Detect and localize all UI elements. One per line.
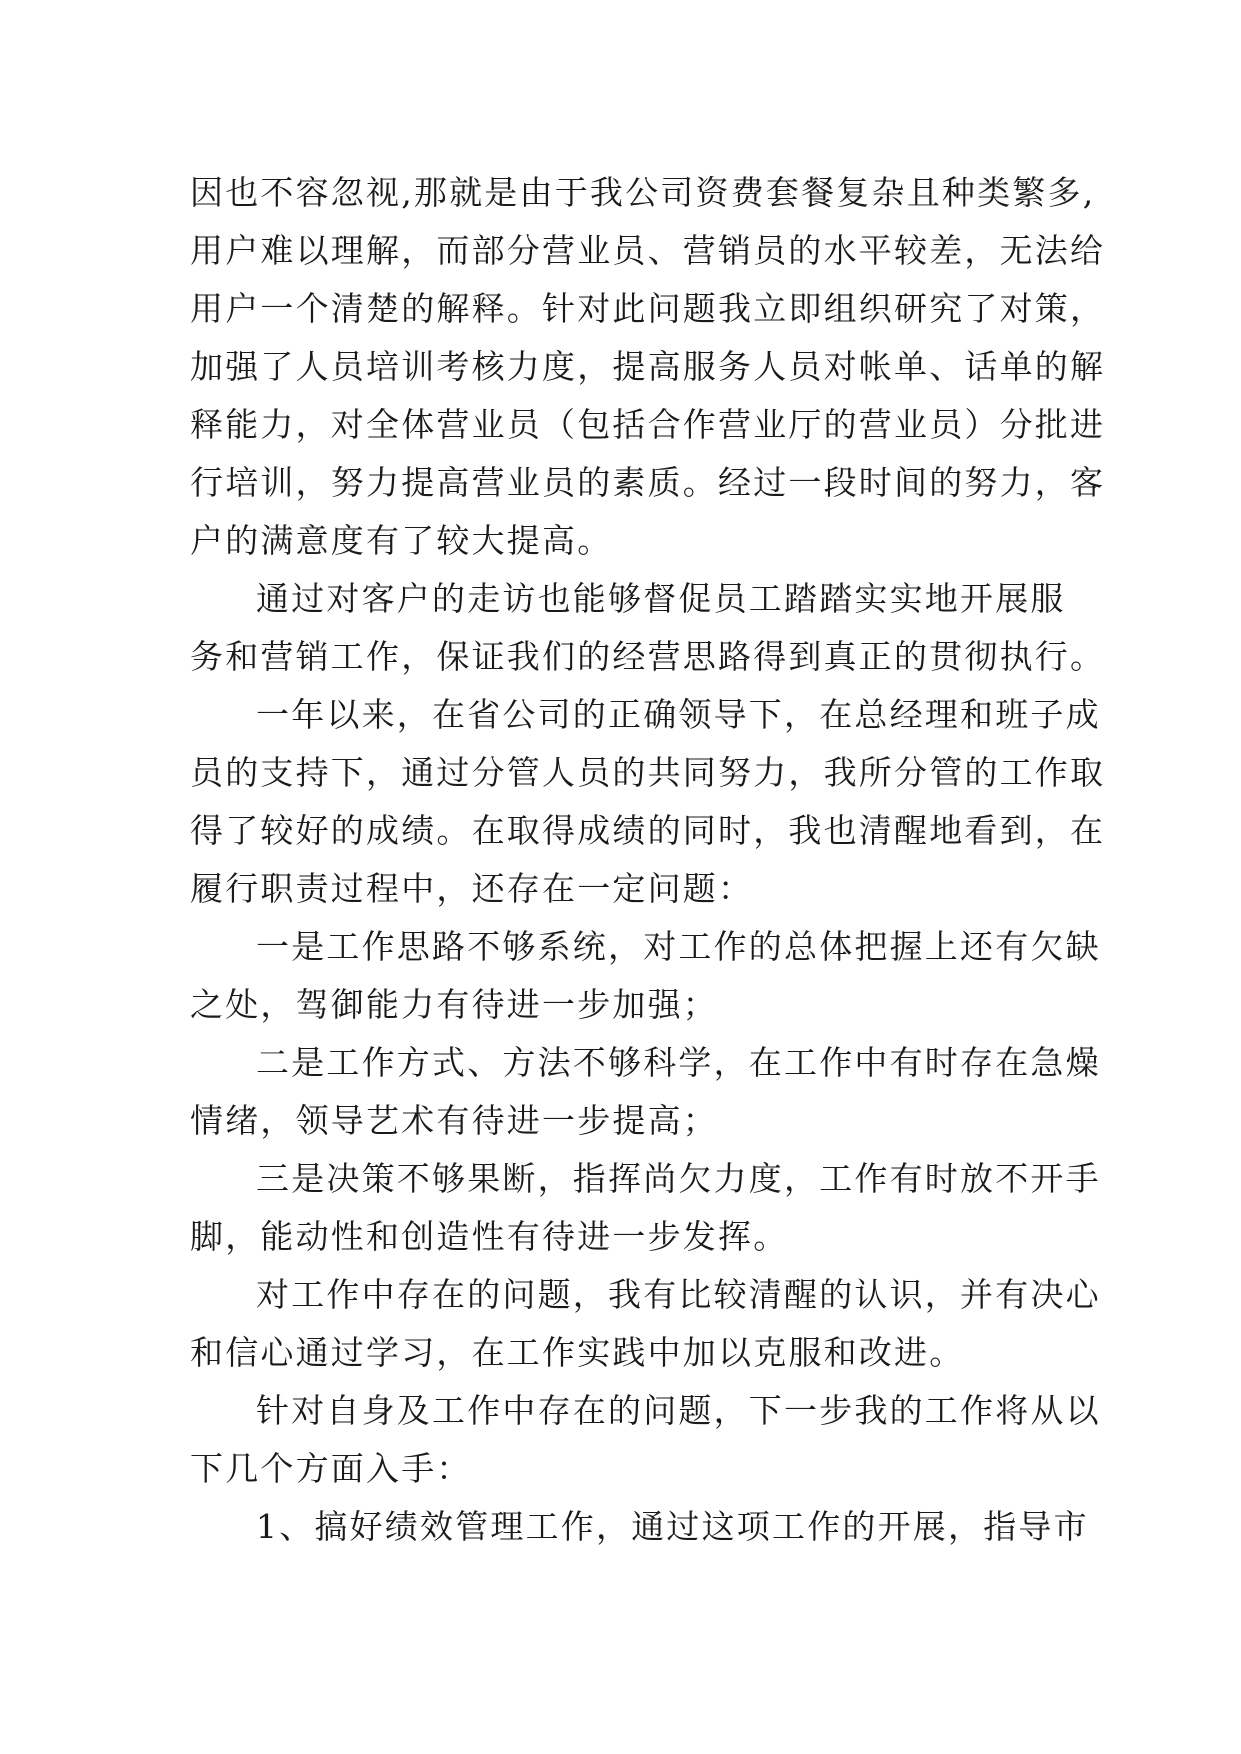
text-line: 得了较好的成绩。在取得成绩的同时，我也清醒地看到，在	[190, 811, 1106, 850]
text-line: 释能力，对全体营业员（包括合作营业厅的营业员）分批进	[190, 405, 1106, 444]
text-line: 用户一个清楚的解释。针对此问题我立即组织研究了对策，	[190, 289, 1106, 328]
paragraph-first-line: 一年以来，在省公司的正确领导下，在总经理和班子成	[256, 695, 1101, 734]
text-line: 之处，驾御能力有待进一步加强；	[190, 985, 718, 1024]
paragraph-first-line: 一是工作思路不够系统，对工作的总体把握上还有欠缺	[256, 927, 1101, 966]
text-line: 脚，能动性和创造性有待进一步发挥。	[190, 1217, 789, 1256]
paragraph-first-line: 通过对客户的走访也能够督促员工踏踏实实地开展服	[256, 579, 1066, 618]
text-line: 加强了人员培训考核力度，提高服务人员对帐单、话单的解	[190, 347, 1106, 386]
text-line: 行培训，努力提高营业员的素质。经过一段时间的努力，客	[190, 463, 1106, 502]
text-line: 和信心通过学习，在工作实践中加以克服和改进。	[190, 1333, 965, 1372]
text-line: 履行职责过程中，还存在一定问题：	[190, 869, 754, 908]
text-line: 情绪，领导艺术有待进一步提高；	[190, 1101, 718, 1140]
paragraph-first-line: 二是工作方式、方法不够科学，在工作中有时存在急燥	[256, 1043, 1101, 1082]
paragraph-first-line: 三是决策不够果断，指挥尚欠力度，工作有时放不开手	[256, 1159, 1101, 1198]
text-line: 务和营销工作，保证我们的经营思路得到真正的贯彻执行。	[190, 637, 1106, 676]
paragraph-first-line: 1、搞好绩效管理工作，通过这项工作的开展，指导市	[256, 1507, 1089, 1546]
paragraph-first-line: 对工作中存在的问题，我有比较清醒的认识，并有决心	[256, 1275, 1101, 1314]
text-line: 户的满意度有了较大提高。	[190, 521, 613, 560]
text-line: 员的支持下，通过分管人员的共同努力，我所分管的工作取	[190, 753, 1106, 792]
text-line: 用户难以理解，而部分营业员、营销员的水平较差，无法给	[190, 231, 1106, 270]
document-body	[190, 164, 1106, 1556]
text-line: 因也不容忽视,那就是由于我公司资费套餐复杂且种类繁多,	[190, 173, 1096, 212]
paragraph-first-line: 针对自身及工作中存在的问题，下一步我的工作将从以	[256, 1391, 1101, 1430]
text-line: 下几个方面入手：	[190, 1449, 472, 1488]
